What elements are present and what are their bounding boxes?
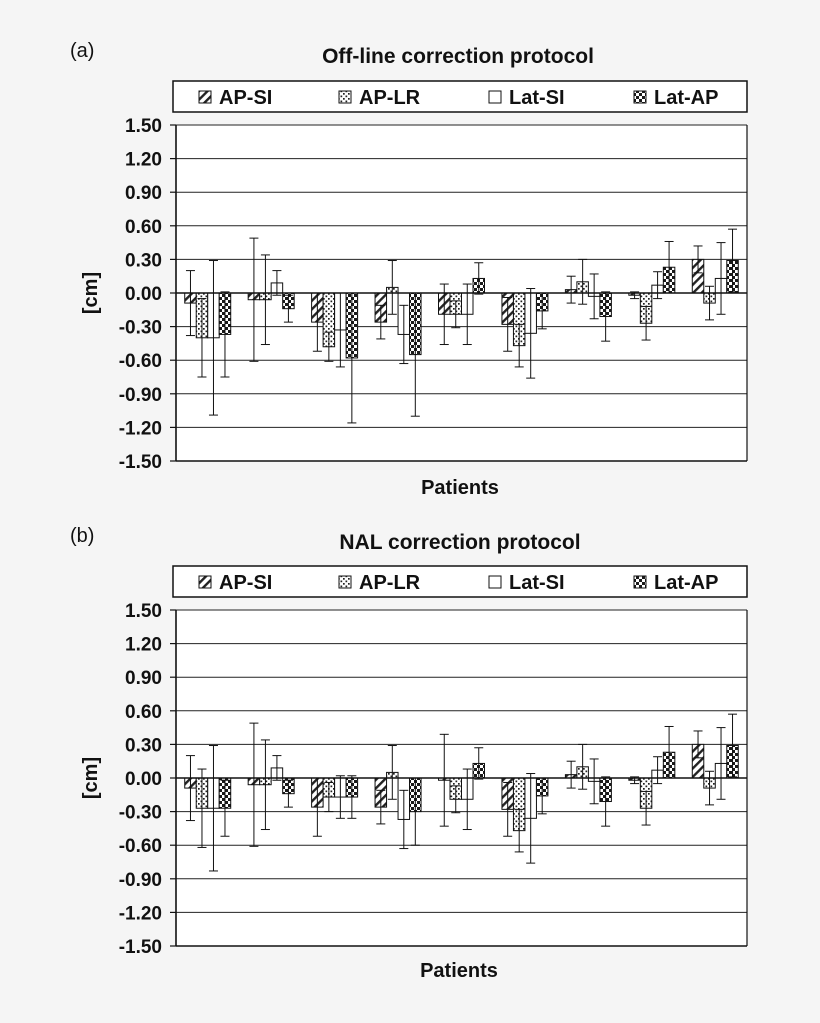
y-tick-labels	[119, 116, 162, 473]
legend-swatch-ap-si	[199, 91, 211, 103]
y-tick-label: 1.50	[125, 116, 162, 137]
legend-swatch-lat-ap	[634, 91, 646, 103]
y-tick-label: 0.00	[125, 284, 162, 305]
y-tick-label: -0.90	[118, 384, 162, 406]
y-tick-label: 0.00	[125, 769, 162, 790]
y-tick-label: -0.60	[118, 836, 162, 858]
y-tick-label: -0.30	[118, 802, 162, 824]
y-tick-label: 0.30	[125, 735, 162, 757]
y-tick-label: -0.60	[118, 351, 162, 373]
y-tick-label: -0.30	[118, 317, 162, 339]
y-tick-label: 0.90	[125, 183, 162, 205]
y-tick-label: 1.20	[125, 634, 162, 656]
legend-label: Lat-AP	[654, 87, 719, 109]
legend-swatch-ap-lr	[339, 576, 351, 588]
y-axis-label: [cm]	[80, 756, 102, 800]
legend-swatch-lat-si	[489, 576, 501, 588]
y-tick-labels	[119, 601, 162, 958]
y-tick-label: -1.20	[118, 418, 162, 440]
legend-label: Lat-SI	[509, 572, 565, 594]
legend-swatch-lat-ap	[634, 576, 646, 588]
legend-swatch-lat-si	[489, 91, 501, 103]
y-axis-label: [cm]	[80, 271, 102, 315]
x-axis-label: Patients	[421, 477, 499, 499]
y-tick-label: 0.60	[125, 216, 162, 238]
y-tick-label: -1.20	[118, 903, 162, 925]
panel-a	[70, 40, 747, 499]
y-tick-label: 1.50	[125, 601, 162, 622]
panel-b	[70, 525, 747, 982]
legend-label: AP-SI	[219, 87, 273, 109]
y-tick-label: -1.50	[118, 452, 162, 473]
y-tick-label: -1.50	[118, 937, 162, 958]
legend-label: Lat-AP	[654, 572, 719, 594]
legend-label: Lat-SI	[509, 87, 565, 109]
legend-swatch-ap-si	[199, 576, 211, 588]
y-tick-label: 0.90	[125, 668, 162, 690]
y-tick-label: 0.30	[125, 250, 162, 272]
panel-label: (a)	[70, 40, 95, 62]
chart-title: Off-line correction protocol	[322, 45, 594, 68]
y-tick-label: -0.90	[118, 869, 162, 891]
legend-label: AP-LR	[359, 87, 421, 109]
legend-label: AP-LR	[359, 572, 421, 594]
chart-title: NAL correction protocol	[339, 531, 581, 554]
x-axis-label: Patients	[420, 960, 498, 982]
y-tick-label: 0.60	[125, 701, 162, 723]
legend-swatch-ap-lr	[339, 91, 351, 103]
legend-label: AP-SI	[219, 572, 273, 594]
panel-label: (b)	[70, 525, 95, 547]
y-tick-label: 1.20	[125, 149, 162, 171]
